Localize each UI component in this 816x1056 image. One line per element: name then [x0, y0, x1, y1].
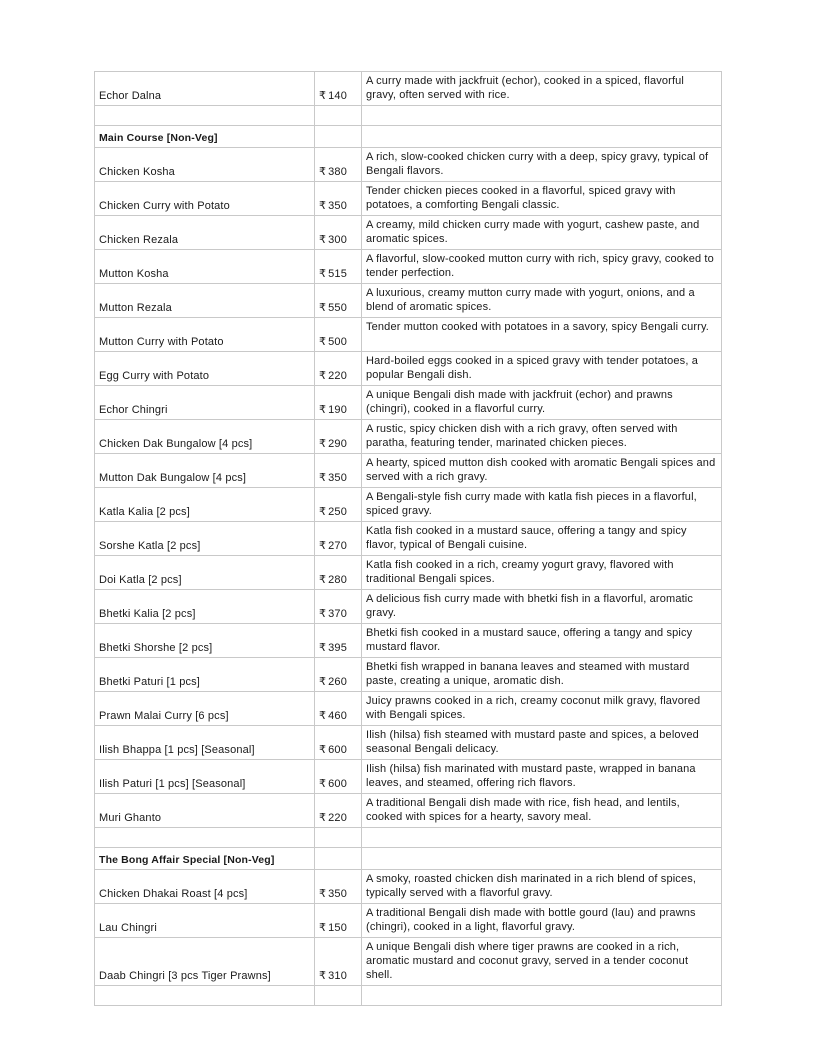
menu-item-row — [95, 624, 722, 658]
dish-price — [315, 726, 362, 760]
menu-item-row — [95, 522, 722, 556]
menu-item-row — [95, 938, 722, 986]
empty-cell — [315, 828, 362, 848]
dish-price — [315, 72, 362, 106]
dish-name: Mutton Rezala — [95, 284, 315, 318]
dish-name: Sorshe Katla [2 pcs] — [95, 522, 315, 556]
price-value: 350 — [328, 472, 347, 484]
empty-cell — [362, 126, 722, 148]
rupee-symbol: ₹ — [319, 778, 327, 790]
dish-price — [315, 352, 362, 386]
empty-cell — [362, 848, 722, 870]
rupee-symbol: ₹ — [319, 438, 327, 450]
menu-item-row — [95, 692, 722, 726]
menu-item-row — [95, 216, 722, 250]
dish-name: Mutton Dak Bungalow [4 pcs] — [95, 454, 315, 488]
dish-name: Doi Katla [2 pcs] — [95, 556, 315, 590]
empty-cell — [362, 828, 722, 848]
dish-description: A unique Bengali dish where tiger prawns are cooked in a rich, aromatic mustard and coconut gravy, served in a tender coconut shell. — [362, 938, 722, 986]
dish-description: A smoky, roasted chicken dish marinated in a rich blend of spices, typically served with a flavorful gravy. — [362, 870, 722, 904]
menu-item-row — [95, 148, 722, 182]
rupee-symbol: ₹ — [319, 370, 327, 382]
dish-description: A traditional Bengali dish made with rice, fish head, and lentils, cooked with spices for a hearty, savory meal. — [362, 794, 722, 828]
dish-description: Ilish (hilsa) fish steamed with mustard paste and spices, a beloved seasonal Bengali delicacy. — [362, 726, 722, 760]
dish-price — [315, 590, 362, 624]
dish-name: Muri Ghanto — [95, 794, 315, 828]
empty-cell — [315, 126, 362, 148]
rupee-symbol: ₹ — [319, 812, 327, 824]
spacer-row — [95, 986, 722, 1006]
dish-description: Katla fish cooked in a rich, creamy yogurt gravy, flavored with traditional Bengali spices. — [362, 556, 722, 590]
rupee-symbol: ₹ — [319, 268, 327, 280]
dish-price — [315, 692, 362, 726]
dish-name: Chicken Rezala — [95, 216, 315, 250]
empty-cell — [315, 848, 362, 870]
price-value: 290 — [328, 438, 347, 450]
empty-cell — [362, 986, 722, 1006]
empty-cell — [362, 106, 722, 126]
dish-description: A traditional Bengali dish made with bottle gourd (lau) and prawns (chingri), cooked in a light, flavorful gravy. — [362, 904, 722, 938]
price-value: 350 — [328, 200, 347, 212]
dish-price — [315, 148, 362, 182]
rupee-symbol: ₹ — [319, 676, 327, 688]
rupee-symbol: ₹ — [319, 540, 327, 552]
rupee-symbol: ₹ — [319, 336, 327, 348]
rupee-symbol: ₹ — [319, 574, 327, 586]
dish-description: A luxurious, creamy mutton curry made with yogurt, onions, and a blend of aromatic spices. — [362, 284, 722, 318]
dish-name: Prawn Malai Curry [6 pcs] — [95, 692, 315, 726]
dish-name: Ilish Bhappa [1 pcs] [Seasonal] — [95, 726, 315, 760]
price-value: 515 — [328, 268, 347, 280]
rupee-symbol: ₹ — [319, 642, 327, 654]
price-value: 600 — [328, 778, 347, 790]
price-value: 150 — [328, 922, 347, 934]
menu-item-row — [95, 760, 722, 794]
dish-price — [315, 420, 362, 454]
dish-name: Bhetki Paturi [1 pcs] — [95, 658, 315, 692]
dish-price — [315, 904, 362, 938]
dish-description: Hard-boiled eggs cooked in a spiced gravy with tender potatoes, a popular Bengali dish. — [362, 352, 722, 386]
dish-description: A flavorful, slow-cooked mutton curry with rich, spicy gravy, cooked to tender perfection. — [362, 250, 722, 284]
rupee-symbol: ₹ — [319, 302, 327, 314]
section-title: The Bong Affair Special [Non-Veg] — [95, 848, 315, 870]
price-value: 350 — [328, 888, 347, 900]
price-value: 260 — [328, 676, 347, 688]
dish-name: Chicken Curry with Potato — [95, 182, 315, 216]
empty-cell — [315, 106, 362, 126]
dish-description: A delicious fish curry made with bhetki fish in a flavorful, aromatic gravy. — [362, 590, 722, 624]
rupee-symbol: ₹ — [319, 608, 327, 620]
menu-item-row — [95, 454, 722, 488]
dish-price — [315, 760, 362, 794]
menu-item-row — [95, 386, 722, 420]
price-value: 220 — [328, 370, 347, 382]
menu-item-row — [95, 182, 722, 216]
dish-name: Ilish Paturi [1 pcs] [Seasonal] — [95, 760, 315, 794]
empty-cell — [95, 986, 315, 1006]
price-value: 300 — [328, 234, 347, 246]
dish-name: Mutton Curry with Potato — [95, 318, 315, 352]
menu-table-body — [95, 72, 722, 1006]
menu-item-row — [95, 284, 722, 318]
rupee-symbol: ₹ — [319, 200, 327, 212]
dish-price — [315, 250, 362, 284]
menu-item-row — [95, 352, 722, 386]
rupee-symbol: ₹ — [319, 970, 327, 982]
price-value: 310 — [328, 970, 347, 982]
dish-name: Mutton Kosha — [95, 250, 315, 284]
price-value: 395 — [328, 642, 347, 654]
dish-price — [315, 182, 362, 216]
dish-description: Tender chicken pieces cooked in a flavorful, spiced gravy with potatoes, a comforting Bengali classic. — [362, 182, 722, 216]
dish-name: Chicken Dhakai Roast [4 pcs] — [95, 870, 315, 904]
price-value: 220 — [328, 812, 347, 824]
dish-description: A rich, slow-cooked chicken curry with a deep, spicy gravy, typical of Bengali flavors. — [362, 148, 722, 182]
dish-price — [315, 522, 362, 556]
section-header-row — [95, 848, 722, 870]
section-header-row — [95, 126, 722, 148]
rupee-symbol: ₹ — [319, 234, 327, 246]
price-value: 190 — [328, 404, 347, 416]
section-title: Main Course [Non-Veg] — [95, 126, 315, 148]
dish-description: A Bengali-style fish curry made with katla fish pieces in a flavorful, spiced gravy. — [362, 488, 722, 522]
rupee-symbol: ₹ — [319, 888, 327, 900]
spacer-row — [95, 828, 722, 848]
dish-price — [315, 870, 362, 904]
empty-cell — [95, 106, 315, 126]
dish-price — [315, 318, 362, 352]
dish-price — [315, 386, 362, 420]
dish-name: Bhetki Shorshe [2 pcs] — [95, 624, 315, 658]
price-value: 460 — [328, 710, 347, 722]
menu-item-row — [95, 72, 722, 106]
dish-name: Bhetki Kalia [2 pcs] — [95, 590, 315, 624]
dish-description: A rustic, spicy chicken dish with a rich gravy, often served with paratha, featuring tender, marinated chicken pieces. — [362, 420, 722, 454]
menu-item-row — [95, 726, 722, 760]
price-value: 140 — [328, 90, 347, 102]
dish-price — [315, 216, 362, 250]
menu-item-row — [95, 250, 722, 284]
dish-description: Katla fish cooked in a mustard sauce, offering a tangy and spicy flavor, typical of Bengali cuisine. — [362, 522, 722, 556]
spacer-row — [95, 106, 722, 126]
price-value: 500 — [328, 336, 347, 348]
dish-description: Tender mutton cooked with potatoes in a savory, spicy Bengali curry. — [362, 318, 722, 352]
dish-price — [315, 556, 362, 590]
dish-description: A unique Bengali dish made with jackfruit (echor) and prawns (chingri), cooked in a flavorful curry. — [362, 386, 722, 420]
rupee-symbol: ₹ — [319, 472, 327, 484]
menu-table — [94, 71, 722, 1006]
price-value: 270 — [328, 540, 347, 552]
menu-item-row — [95, 794, 722, 828]
menu-item-row — [95, 590, 722, 624]
rupee-symbol: ₹ — [319, 922, 327, 934]
dish-price — [315, 454, 362, 488]
dish-price — [315, 488, 362, 522]
rupee-symbol: ₹ — [319, 90, 327, 102]
price-value: 600 — [328, 744, 347, 756]
rupee-symbol: ₹ — [319, 404, 327, 416]
dish-name: Echor Chingri — [95, 386, 315, 420]
menu-item-row — [95, 658, 722, 692]
dish-name: Echor Dalna — [95, 72, 315, 106]
dish-description: Juicy prawns cooked in a rich, creamy coconut milk gravy, flavored with Bengali spices. — [362, 692, 722, 726]
dish-price — [315, 624, 362, 658]
dish-description: Bhetki fish cooked in a mustard sauce, offering a tangy and spicy mustard flavor. — [362, 624, 722, 658]
rupee-symbol: ₹ — [319, 506, 327, 518]
dish-description: A curry made with jackfruit (echor), cooked in a spiced, flavorful gravy, often served with rice. — [362, 72, 722, 106]
price-value: 370 — [328, 608, 347, 620]
dish-description: A hearty, spiced mutton dish cooked with aromatic Bengali spices and served with a rich gravy. — [362, 454, 722, 488]
dish-price — [315, 794, 362, 828]
price-value: 280 — [328, 574, 347, 586]
menu-item-row — [95, 556, 722, 590]
menu-item-row — [95, 488, 722, 522]
dish-description: Bhetki fish wrapped in banana leaves and steamed with mustard paste, creating a unique, aromatic dish. — [362, 658, 722, 692]
dish-name: Lau Chingri — [95, 904, 315, 938]
price-value: 550 — [328, 302, 347, 314]
empty-cell — [315, 986, 362, 1006]
rupee-symbol: ₹ — [319, 744, 327, 756]
menu-item-row — [95, 870, 722, 904]
menu-item-row — [95, 904, 722, 938]
dish-name: Egg Curry with Potato — [95, 352, 315, 386]
dish-price — [315, 284, 362, 318]
dish-price — [315, 938, 362, 986]
dish-name: Katla Kalia [2 pcs] — [95, 488, 315, 522]
menu-page — [94, 71, 721, 1006]
dish-description: Ilish (hilsa) fish marinated with mustard paste, wrapped in banana leaves, and steamed, offering rich flavors. — [362, 760, 722, 794]
dish-name: Chicken Dak Bungalow [4 pcs] — [95, 420, 315, 454]
price-value: 380 — [328, 166, 347, 178]
dish-name: Daab Chingri [3 pcs Tiger Prawns] — [95, 938, 315, 986]
menu-item-row — [95, 318, 722, 352]
rupee-symbol: ₹ — [319, 710, 327, 722]
price-value: 250 — [328, 506, 347, 518]
rupee-symbol: ₹ — [319, 166, 327, 178]
dish-description: A creamy, mild chicken curry made with yogurt, cashew paste, and aromatic spices. — [362, 216, 722, 250]
empty-cell — [95, 828, 315, 848]
dish-name: Chicken Kosha — [95, 148, 315, 182]
dish-price — [315, 658, 362, 692]
menu-item-row — [95, 420, 722, 454]
